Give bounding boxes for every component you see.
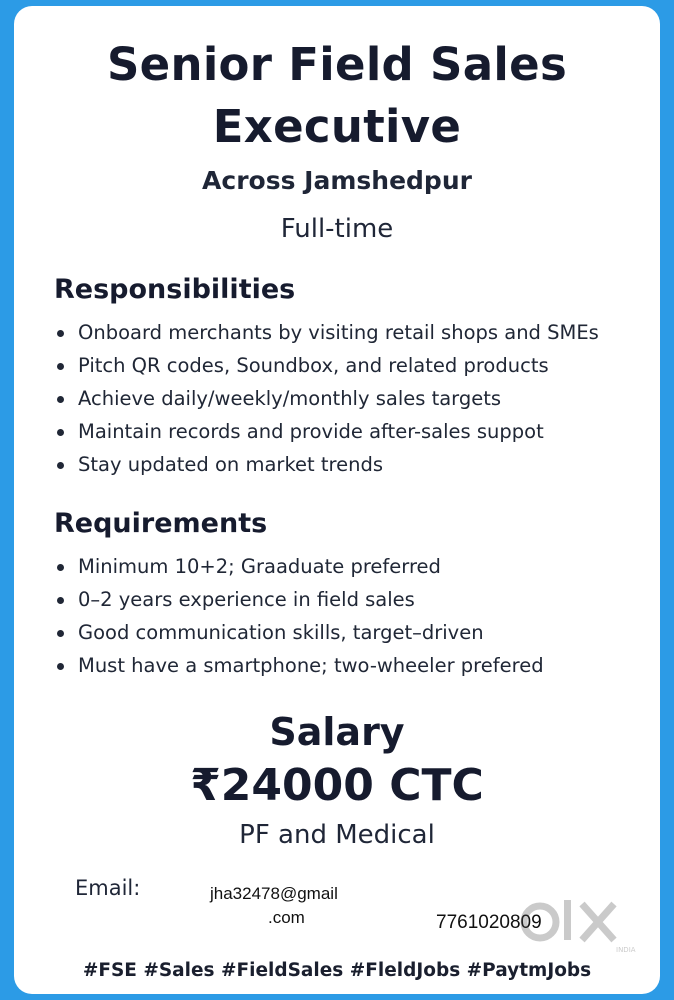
phone-number[interactable]: 7761020809 — [436, 912, 542, 933]
list-item: Pitch QR codes, Soundbox, and related products — [54, 349, 599, 382]
responsibilities-list — [54, 316, 599, 481]
olx-logo-watermark — [518, 894, 642, 958]
list-item: Achieve daily/weekly/monthly sales targets — [54, 382, 599, 415]
list-item: Maintain records and provide after-sales suppot — [54, 415, 599, 448]
job-title-line2: Executive — [212, 100, 462, 153]
email-line1: jha32478@gmail — [210, 884, 338, 903]
responsibilities-heading: Responsibilities — [54, 274, 296, 305]
salary-value: ₹24000 CTC — [190, 760, 484, 811]
employment-type: Full-time — [280, 214, 394, 244]
salary-benefits: PF and Medical — [239, 820, 435, 850]
watermark-sub: INDIA — [616, 946, 636, 954]
requirements-heading: Requirements — [54, 508, 268, 539]
list-item: Must have a smartphone; two-wheeler prefered — [54, 649, 544, 682]
list-item: Stay updated on market trends — [54, 448, 599, 481]
requirements-list — [54, 550, 544, 682]
email-address[interactable] — [210, 882, 390, 930]
list-item: 0–2 years experience in field sales — [54, 583, 544, 616]
salary-heading: Salary — [269, 710, 405, 754]
job-title-line1: Senior Field Sales — [106, 38, 568, 91]
list-item: Onboard merchants by visiting retail shops and SMEs — [54, 316, 599, 349]
email-label: Email: — [75, 876, 141, 900]
list-item: Minimum 10+2; Graaduate preferred — [54, 550, 544, 583]
job-location: Across Jamshedpur — [202, 166, 472, 195]
email-line2: .com — [268, 908, 305, 927]
list-item: Good communication skills, target–driven — [54, 616, 544, 649]
hashtags: #FSE #Sales #FieldSales #FleldJobs #PaytmJobs — [82, 960, 592, 981]
